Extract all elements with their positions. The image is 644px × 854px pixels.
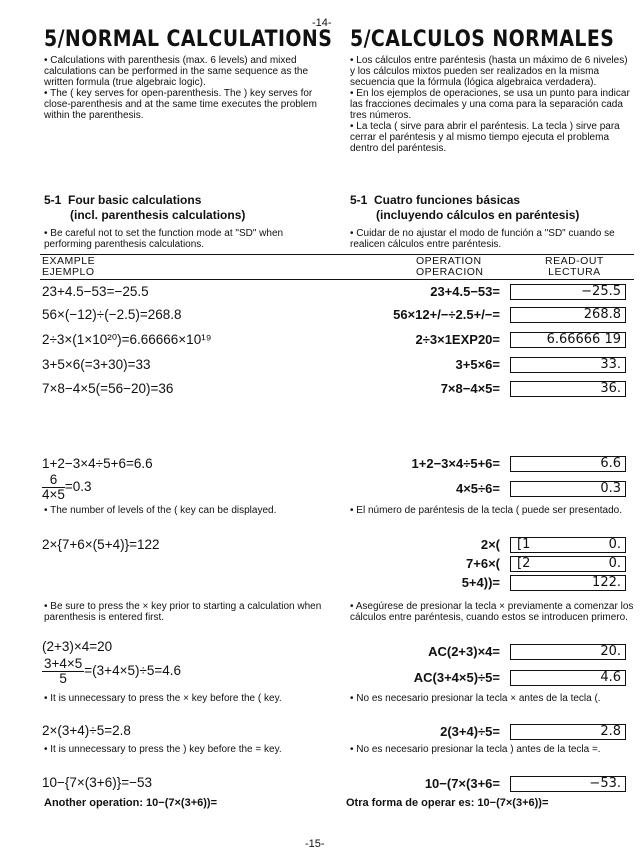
example-9-formula: (2+3)×4=20 [42,639,113,654]
example-8-ops-1: 2×( [480,537,500,552]
header-example: EXAMPLE EJEMPLO [42,255,96,278]
example-8-readout-1: [1 0. [510,537,626,553]
example-4-formula: 3+5×6(=3+30)=33 [42,357,151,372]
bullet-es-2: • En los ejemplos de operaciones, se usa un punto para indicar las fracciones decimales y una coma para la separación cada tres números. [350,88,630,121]
example-7-readout: 0.3 [510,481,626,497]
note-1-es: • El número de paréntesis de la tecla ( puede ser presentado. [350,505,622,516]
example-9-ops: AC(2+3)×4= [428,644,500,659]
example-11-ops: 2(3+4)÷5= [440,724,500,739]
example-7-formula: $\frac{6}{4\times 5}$ =0.3 [42,472,92,502]
example-6-formula: 1+2−3×4÷5+6=6.6 [42,456,153,471]
another-operation-es: Otra forma de operar es: 10−(7×(3+6))= [346,797,549,809]
title-en: 5/NORMAL CALCULATIONS [44,27,333,52]
example-11-readout: 2.8 [510,724,626,740]
bullet-en-1: • Calculations with parenthesis (max. 6 levels) and mixed calculations can be performed in the same sequence as the written formula (true algebraic logic). [44,55,309,88]
example-1-formula: 23+4.5−53=−25.5 [42,284,149,299]
warning-en: • Be careful not to set the function mode at "SD" when performing parenthesis calculations. [44,228,284,250]
bullets-en [44,55,326,121]
example-8-readout-2: [2 0. [510,556,626,572]
example-8-ops-3: 5+4))= [461,575,500,590]
note-4-es: • No es necesario presionar la tecla ) antes de la tecla =. [350,744,601,755]
example-2-formula: 56×(−12)÷(−2.5)=268.8 [42,307,182,322]
table-header-rule [40,279,634,280]
section-heading-es: 5-1 Cuatro funciones básicas (incluyendo cálculos en paréntesis) [350,193,580,222]
page-number-bottom: -15- [305,838,325,850]
note-4-en: • It is unnecessary to press the ) key before the = key. [44,744,282,755]
example-5-ops: 7×8−4×5= [440,381,500,396]
example-3-ops: 2÷3×1EXP20= [415,332,500,347]
example-2-readout: 268.8 [510,307,626,323]
example-4-readout: 33. [510,357,626,373]
bullet-es-1: • Los cálculos entre paréntesis (hasta un máximo de 6 niveles) y los cálculos mixtos pueden ser realizados en la misma secuencia que la fórmula (lógica algebraica verdadera). [350,55,628,88]
bullet-es-3: • La tecla ( sirve para abrir el paréntesis. La tecla ) sirve para cerrar el paréntesis y al mismo tiempo ejecuta el problema dentro del paréntesis. [350,121,620,154]
example-9-readout: 20. [510,644,626,660]
example-3-readout: 6.66666 19 [510,332,626,348]
example-6-readout: 6.6 [510,456,626,472]
example-1-ops: 23+4.5−53= [430,284,500,299]
note-3-en: • It is unnecessary to press the × key before the ( key. [44,693,282,704]
example-11-formula: 2×(3+4)÷5=2.8 [42,723,131,738]
example-12-ops: 10−(7×(3+6= [424,776,500,791]
header-operation: OPERATION OPERACION [416,255,484,278]
example-10-ops: AC(3+4×5)÷5= [413,670,500,685]
example-8-readout-3: 122. [510,575,626,591]
example-10-readout: 4.6 [510,670,626,686]
example-12-readout: −53. [510,776,626,792]
example-3-formula: 2÷3×(1×10²⁰)=6.66666×10¹⁹ [42,332,212,347]
example-8-ops-2: 7+6×( [466,556,500,571]
note-2-en: • Be sure to press the × key prior to starting a calculation when parenthesis is entered first. [44,601,322,623]
note-3-es: • No es necesario presionar la tecla × antes de la tecla (. [350,693,601,704]
example-10-formula: $\frac{3+4\times 5}{5}$ =(3+4×5)÷5=4.6 [44,656,182,686]
bullets-es [350,55,632,154]
fraction: $\frac{3+4\times 5}{5}$ [44,656,83,686]
header-readout: READ-OUT LECTURA [545,255,604,278]
example-6-ops: 1+2−3×4÷5+6= [411,456,500,471]
fraction: $\frac{6}{4\times 5}$ [42,472,65,502]
title-es: 5/CALCULOS NORMALES [350,27,615,52]
note-2-es: • Asegúrese de presionar la tecla × previamente a comenzar los cálculos entre paréntesis, cuando estos se introducen primero. [350,601,634,623]
bullet-en-2: • The ( key serves for open-parenthesis. The ) key serves for close-parenthesis and at the same time executes the problem within the parenthesis. [44,88,317,121]
section-heading-en: 5-1 Four basic calculations (incl. parenthesis calculations) [44,193,246,222]
example-8-formula: 2×{7+6×(5+4)}=122 [42,537,160,552]
example-4-ops: 3+5×6= [455,357,500,372]
note-1-en: • The number of levels of the ( key can be displayed. [44,505,277,516]
example-12-formula: 10−{7×(3+6)}=−53 [42,775,152,790]
warning-es: • Cuidar de no ajustar el modo de función a "SD" cuando se realicen cálculos entre paréntesis. [350,228,615,250]
example-1-readout: −25.5 [510,284,626,300]
example-5-formula: 7×8−4×5(=56−20)=36 [42,381,174,396]
example-2-ops: 56×12+/−÷2.5+/−= [393,307,500,322]
page-number-top: -14- [312,17,332,29]
another-operation-en: Another operation: 10−(7×(3+6))= [44,797,217,809]
example-5-readout: 36. [510,381,626,397]
example-7-ops: 4×5÷6= [455,481,500,496]
